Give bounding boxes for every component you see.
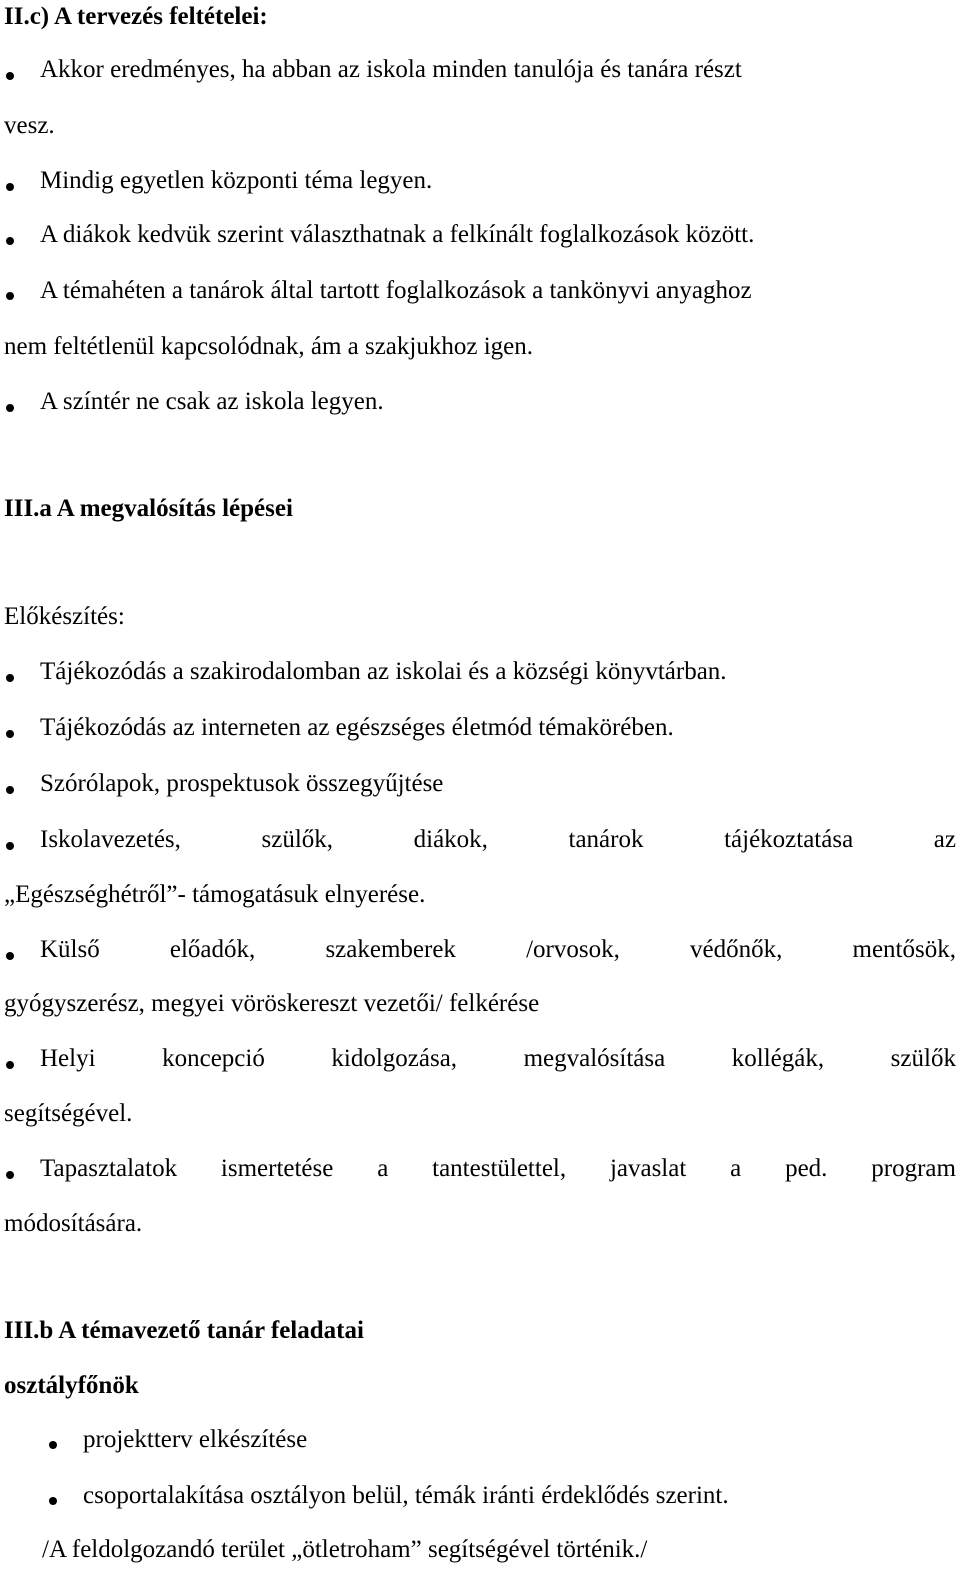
list-item-line: [40, 1154, 956, 1184]
bullet-icon: [6, 292, 14, 300]
word: mentősök,: [852, 936, 956, 963]
bullet-icon: [49, 1497, 57, 1505]
list-item-text: csoportalakítása osztályon belül, témák iránti érdeklődés szerint.: [83, 1482, 729, 1509]
list-item-continuation: „Egészséghétről”- támogatásuk elnyerése.: [4, 881, 426, 908]
word: előadók,: [169, 936, 256, 963]
word: kidolgozása,: [331, 1045, 458, 1072]
list-item-text: projektterv elkészítése: [83, 1426, 308, 1453]
list-item-line: [40, 55, 956, 85]
section-2c-heading: II.c) A tervezés feltételei:: [4, 3, 268, 30]
list-item-text: Tájékozódás az interneten az egészséges életmód témakörében.: [40, 714, 674, 741]
bullet-icon: [49, 1441, 57, 1449]
bullet-icon: [6, 674, 14, 682]
bullet-icon: [6, 1061, 14, 1069]
word: program: [871, 1155, 956, 1182]
list-item-continuation: nem feltétlenül kapcsolódnak, ám a szakjukhoz igen.: [4, 333, 533, 360]
list-item-text: Mindig egyetlen központi téma legyen.: [40, 167, 433, 194]
word: tanárok: [568, 826, 644, 853]
list-item-line: [40, 1044, 956, 1074]
bullet-icon: [6, 1171, 14, 1179]
list-item-line: [40, 935, 956, 965]
word: kollégák,: [731, 1045, 825, 1072]
section-3b-heading: III.b A témavezető tanár feladatai: [4, 1317, 364, 1344]
bullet-icon: [6, 404, 14, 412]
list-item-continuation: segítségével.: [4, 1100, 133, 1127]
list-item-text: A témahéten a tanárok által tartott foglalkozások a tankönyvi anyaghoz: [40, 277, 752, 304]
bullet-icon: [6, 786, 14, 794]
word: Helyi: [40, 1045, 96, 1072]
list-item-continuation: módosítására.: [4, 1210, 143, 1237]
list-item-text: Akkor eredményes, ha abban az iskola minden tanulója és tanára részt: [40, 56, 742, 83]
list-item-line: [40, 825, 956, 855]
bullet-icon: [6, 183, 14, 191]
word: a: [730, 1155, 742, 1182]
bullet-icon: [6, 842, 14, 850]
list-item-continuation: gyógyszerész, megyei vöröskereszt vezetői/ felkérése: [4, 990, 540, 1017]
bullet-icon: [6, 237, 14, 245]
word: Külső: [40, 936, 100, 963]
word: tantestülettel,: [432, 1155, 567, 1182]
word: koncepció: [162, 1045, 265, 1072]
list-item-text: A színtér ne csak az iskola legyen.: [40, 388, 384, 415]
word: /orvosok,: [526, 936, 620, 963]
word: szülők: [890, 1045, 956, 1072]
word: Iskolavezetés,: [40, 826, 181, 853]
word: ismertetése: [220, 1155, 334, 1182]
list-item-continuation: vesz.: [4, 112, 55, 139]
bullet-icon: [6, 72, 14, 80]
word: javaslat: [609, 1155, 687, 1182]
word: Tapasztalatok: [40, 1155, 178, 1182]
list-item-text: A diákok kedvük szerint választhatnak a felkínált foglalkozások között.: [40, 221, 755, 248]
word: szakemberek: [325, 936, 456, 963]
section-3b-subtitle: osztályfőnök: [4, 1372, 139, 1399]
list-item-text: Tájékozódás a szakirodalomban az iskolai és a községi könyvtárban.: [40, 658, 727, 685]
word: az: [933, 826, 956, 853]
section-3a-subtitle: Előkészítés:: [4, 603, 125, 630]
section-3b-note: /A feldolgozandó terület „ötletroham” segítségével történik./: [42, 1536, 648, 1563]
word: megvalósítása: [523, 1045, 666, 1072]
word: ped.: [785, 1155, 828, 1182]
bullet-icon: [6, 730, 14, 738]
word: szülők,: [261, 826, 334, 853]
list-item-text: Szórólapok, prospektusok összegyűjtése: [40, 770, 444, 797]
word: tájékoztatása: [724, 826, 854, 853]
word: védőnők,: [689, 936, 783, 963]
bullet-icon: [6, 952, 14, 960]
word: diákok,: [413, 826, 488, 853]
section-3a-heading: III.a A megvalósítás lépései: [4, 495, 293, 522]
word: a: [377, 1155, 389, 1182]
